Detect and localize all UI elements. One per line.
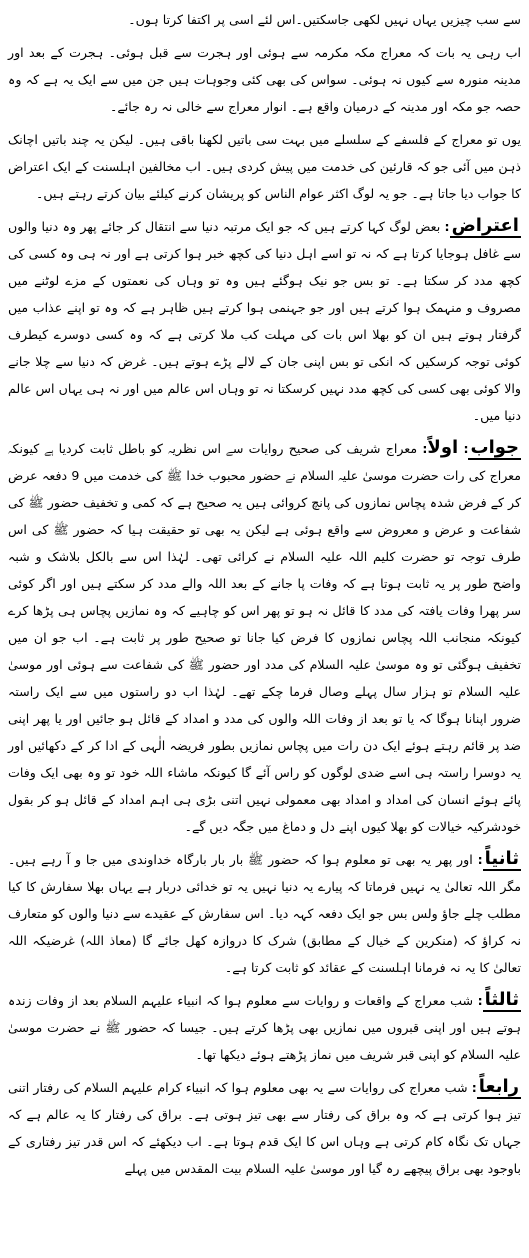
paragraph-fourth [8, 1074, 521, 1182]
paragraph-answer-first [8, 435, 521, 840]
heading-colon: : [463, 441, 469, 456]
paragraph-third [8, 987, 521, 1068]
first-point-heading: اولاً [427, 437, 459, 458]
heading-colon: : [471, 1080, 477, 1095]
second-point-heading: ثانیاً [484, 848, 519, 869]
paragraph-objection [8, 213, 521, 429]
paragraph-hijrat [8, 39, 521, 120]
paragraph-text: اب رہی یہ بات کہ معراج مکہ مکرمہ سے ہوئی اور ہجرت سے قبل ہوئی۔ ہجرت کے بعد اور مدینہ منورہ سے کیوں نہ ہوئی۔ سواس کی بھی کئی وجوہات ہیں جن میں سے ایک یہ ہے کہ وہ حصہ جو مکہ اور مدینہ کے درمیان واقع ہے۔ انوار معراج سے خالی نہ رہ جائے۔ [8, 45, 521, 114]
heading-colon: : [477, 993, 483, 1008]
paragraph-text: شب معراج کے واقعات و روایات سے معلوم ہوا کہ انبیاء علیہم السلام بعد از وفات زندہ ہوتے ہیں اور اپنی قبروں میں نمازیں بھی پڑھا کرتے ہیں۔ جیسا کہ حضور ﷺ نے حضرت موسیٰ علیہ السلام کو اپنی قبر شریف میں نماز پڑھتے ہوئے دیکھا تھا۔ [8, 993, 521, 1062]
heading-colon: : [444, 219, 450, 234]
paragraph-intro-closing [8, 6, 521, 33]
answer-heading: جواب [470, 437, 519, 458]
fourth-point-heading: رابعاً [478, 1076, 519, 1097]
paragraph-text: معراج شریف کی صحیح روایات سے اس نظریہ کو باطل ثابت کردیا ہے کیونکہ معراج کی رات حضرت موسیٰ علیہ السلام نے حضور محبوب خدا ﷺ کی خدمت میں 9 دفعہ عرض کر کے فرض شدہ پچاس نمازوں کی پانچ کروائی ہیں یہ صحیح ہے کہ کمی و تخفیف حضور ﷺ کی شفاعت و عرض و معروض سے واقع ہوئی ہے لیکن یہ بھی تو حقیقت ہیا کہ حضور ﷺ کی اس طرف توجہ تو حضرت کلیم اللہ علیہ السلام نے کرائی تھی۔ لہٰذا اس سے بالکل بلاشک و شبہ واضح طور پر یہ ثابت ہوتا ہے کہ وفات پا جانے کے بعد اللہ والے مدد کر سکتے ہیں اور اگر کوئی سر پھرا وفات یافتہ کی مدد کا قائل نہ ہو تو پھر اس کو چاہیے کہ وہ نمازیں پچاس ہی پڑھا کرے کیونکہ منجانب اللہ پچاس نمازوں کا فرض کیا جانا تو صحیح طور پر ثابت ہے۔ اب جو ان میں تخفیف ہوگئی تو وہ موسیٰ علیہ السلام کی مدد اور حضور ﷺ کی شفاعت سے ہوئی اور موسیٰ علیہ السلام تو ہزار سال پہلے وصال فرما چکے تھے۔ لہٰذا اب دو راستوں میں سے ایک راستہ ضرور اپنانا ہوگا کہ یا تو بعد از وفات اللہ والوں کی مدد و امداد کے قائل ہو جائیں اور یا پھر اپنی ضد پر قائم رہتے ہوئے ایک دن رات میں پچاس نمازیں بطور فریضہ الٰہی کے ادا کر کے دکھائیں اور یہ دوسرا راستہ ہی اسے ضدی لوگوں کو راس آئے گا کیونکہ ماشاء اللہ خود تو وہ بھی ایک وفات پائے ہوئے انسان کی امداد و امداد بھی معمولی نہیں اتنی بڑی ہی اہم امداد کے قائل ہو کر بقول خودشرکیہ خیالات کو بھلا کیوں اپنے دل و دماغ میں جگہ دیں گے۔ [8, 441, 521, 834]
paragraph-text: سے سب چیزیں یہاں نہیں لکھی جاسکتیں۔اس لئے اسی پر اکتفا کرتا ہوں۔ [128, 12, 521, 27]
paragraph-text: یوں تو معراج کے فلسفے کے سلسلے میں بہت سی باتیں لکھنا باقی ہیں۔ لیکن یہ چند باتیں اچانک ذہن میں آئی جو کہ قارئین کی خدمت میں پیش کردی ہیں۔ اب مخالفین اہلسنت کے ایک اعتراض کا جواب دیا جاتا ہے۔ جو یہ لوگ اکثر عوام الناس کو پریشان کرنے کیلئے بیان کرتے رہتے ہیں۔ [8, 132, 521, 201]
paragraph-text: بعض لوگ کہا کرتے ہیں کہ جو ایک مرتبہ دنیا سے انتقال کر جائے پھر وہ دنیا والوں سے غافل ہوجایا کرتا ہے کہ نہ تو اسے اہل دنیا کی کچھ خبر ہوا کرتی ہے اور نہ ہی وہ کسی کی کچھ مدد کر سکتا ہے۔ تو بس جو نیک ہوگئے ہیں وہ تو وہاں کی نعمتوں کے مزے لوٹنے میں مصروف و منہمک ہوا کرتے ہیں اور جو جہنمی ہوا کرتے ہیں ظاہر ہے کہ وہ تو اپنے عذاب میں گرفتار ہوتے ہیں ان کو بھلا اس بات کی مہلت کب ملا کرتی ہے کہ وہ کسی دوسرے کیطرف کوئی توجہ کرسکیں کہ انکی تو بس اپنی جان کے لالے پڑے ہوتے ہیں۔ غرض کہ دنیا سے چلا جانے والا کوئی بھی کسی کی کچھ مدد نہیں کرسکتا نہ تو وہاں اس عالم میں اور نہ ہی یہاں اس عالم دنیا میں۔ [8, 219, 521, 423]
paragraph-text: اور پھر یہ بھی تو معلوم ہوا کہ حضور ﷺ بار بار بارگاہ خداوندی میں جا و آ رہے ہیں۔ مگر اللہ تعالیٰ یہ نہیں فرماتا کہ پیارے یہ دنیا نہیں یہ تو خدائی دربار ہے یہاں بھلا سفارش کا کیا مطلب چلے جاؤ ولس بس جو ایک دفعہ کہہ دیا۔ اس سفارش کے عقیدے سے دنیا والوں کو متعارف نہ کراؤ کہ (منکرین کے خیال کے مطابق) شرک کا دروازہ کھل جائے گا (معاذ اللہ) غرضیکہ اللہ تعالیٰ کا یہ نہ فرمانا اہلسنت کے عقائد کو ثابت کرتا ہے۔ [8, 852, 521, 975]
third-point-heading: ثالثاً [484, 989, 519, 1010]
heading-colon: : [422, 441, 428, 456]
heading-colon: : [477, 852, 483, 867]
paragraph-text: شب معراج کی روایات سے یہ بھی معلوم ہوا کہ انبیاء کرام علیہم السلام کی رفتار اتنی تیز ہوا کرتی ہے کہ وہ براق کی رفتار سے بھی تیز ہوتی ہے۔ براق کی رفتار کا یہ عالم ہے کہ جہاں تک نگاہ کام کرتی ہے وہاں اس کا ایک قدم ہوتا ہے۔ اب دیکھئے کہ اس قدر تیز رفتاری کے باوجود بھی براق پیچھے رہ گیا اور موسیٰ علیہ السلام بیت المقدس میں پہلے [8, 1080, 521, 1176]
paragraph-philosophy [8, 126, 521, 207]
paragraph-second [8, 846, 521, 981]
objection-heading: اعتراض [451, 215, 519, 236]
